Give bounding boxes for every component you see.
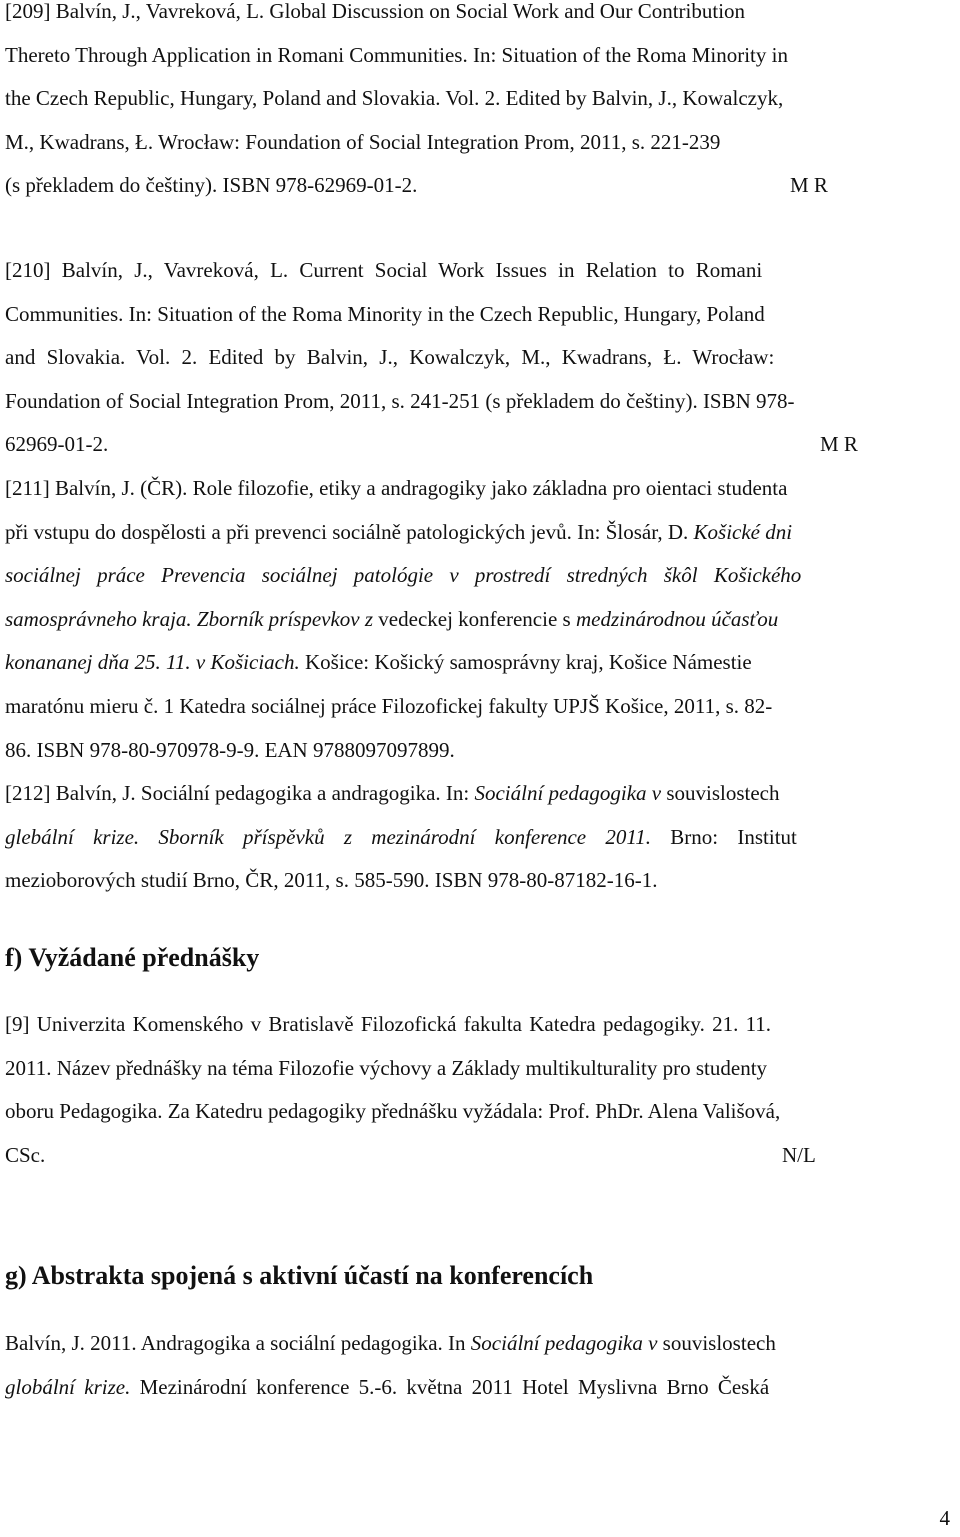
entry-209-line-3: the Czech Republic, Hungary, Poland and Slovakia. Vol. 2. Edited by Balvin, J., Kowalczyk, xyxy=(5,86,784,111)
section-f-line-3: oboru Pedagogika. Za Katedru pedagogiky přednášku vyžádala: Prof. PhDr. Alena Vališová, xyxy=(5,1099,781,1124)
entry-211-line-5: konananej dňa 25. 11. v Košiciach. Košice: Košický samosprávny kraj, Košice Námestie xyxy=(5,650,752,675)
entry-212-line-2: glebální krize. Sborník příspěvků z mezinárodní konference 2011. Brno: Institut xyxy=(5,824,797,849)
entry-210 xyxy=(5,249,955,467)
section-f-body xyxy=(5,1003,955,1177)
entry-212-line-1: [212] Balvín, J. Sociální pedagogika a andragogika. In: Sociální pedagogika v souvislostech xyxy=(5,781,780,805)
section-g-line-1: Balvín, J. 2011. Andragogika a sociální pedagogika. In Sociální pedagogika v souvislostech xyxy=(5,1331,776,1355)
entry-212 xyxy=(5,772,955,903)
section-f-line-2: 2011. Název přednášky na téma Filozofie výchovy a Základy multikulturality pro studenty xyxy=(5,1055,768,1080)
entry-210-line-1: [210] Balvín, J., Vavreková, L. Current Social Work Issues in Relation to Romani xyxy=(5,258,763,282)
entry-209-line-4: M., Kwadrans, Ł. Wrocław: Foundation of Social Integration Prom, 2011, s. 221-239 xyxy=(5,129,721,154)
entry-211-line-2: při vstupu do dospělosti a při prevenci sociálně patologických jevů. In: Šlosár, D. Košické dni xyxy=(5,519,793,544)
section-g-heading: g) Abstrakta spojená s aktivní účastí na konferencích xyxy=(5,1261,594,1290)
entry-210-line-5: 62969-01-2. M R xyxy=(5,423,955,467)
entry-210-line-3: and Slovakia. Vol. 2. Edited by Balvin, J., Kowalczyk, M., Kwadrans, Ł. Wrocław: xyxy=(5,345,775,370)
entry-210-line-4: Foundation of Social Integration Prom, 2011, s. 241-251 (s překladem do češtiny). ISBN 978- xyxy=(5,388,795,413)
entry-209-line-1: [209] Balvín, J., Vavreková, L. Global Discussion on Social Work and Our Contribution xyxy=(5,0,746,23)
page-number: 4 xyxy=(939,1506,950,1530)
section-f-heading: f) Vyžádané přednášky xyxy=(5,943,260,972)
category-tag: N/L xyxy=(782,1142,816,1167)
entry-211-line-4: samosprávneho kraja. Zborník príspevkov z vedeckej konferencie s medzinárodnou účasťou xyxy=(5,606,779,631)
section-g-line-2: globální krize. Mezinárodní konference 5.-6. května 2011 Hotel Myslivna Brno Česká xyxy=(5,1374,770,1399)
category-tag: M R xyxy=(790,173,828,198)
entry-212-line-3: mezioborových studií Brno, ČR, 2011, s. 585-590. ISBN 978-80-87182-16-1. xyxy=(5,868,658,893)
entry-209-line-5: (s překladem do češtiny). ISBN 978-62969-01-2. M R xyxy=(5,164,955,208)
entry-211-line-3: sociálnej práce Prevencia sociálnej patológie v prostredí stredných škôl Košického xyxy=(5,563,802,588)
entry-211-line-6: maratónu mieru č. 1 Katedra sociálnej práce Filozofickej fakulty UPJŠ Košice, 2011, s. 82- xyxy=(5,693,773,718)
section-f-line-1: [9] Univerzita Komenského v Bratislavě Filozofická fakulta Katedra pedagogiky. 21. 11. xyxy=(5,1012,772,1036)
entry-209 xyxy=(5,0,955,208)
section-g-body xyxy=(5,1322,955,1409)
entry-211 xyxy=(5,467,955,772)
category-tag: M R xyxy=(820,432,858,457)
entry-211-line-1: [211] Balvín, J. (ČR). Role filozofie, etiky a andragogiky jako základna pro oientaci studenta xyxy=(5,476,788,500)
entry-211-line-7: 86. ISBN 978-80-970978-9-9. EAN 9788097097899. xyxy=(5,737,455,762)
entry-209-line-2: Thereto Through Application in Romani Communities. In: Situation of the Roma Minority in xyxy=(5,42,788,67)
section-f-line-4: CSc. N/L xyxy=(5,1134,955,1178)
entry-210-line-2: Communities. In: Situation of the Roma Minority in the Czech Republic, Hungary, Poland xyxy=(5,301,765,326)
